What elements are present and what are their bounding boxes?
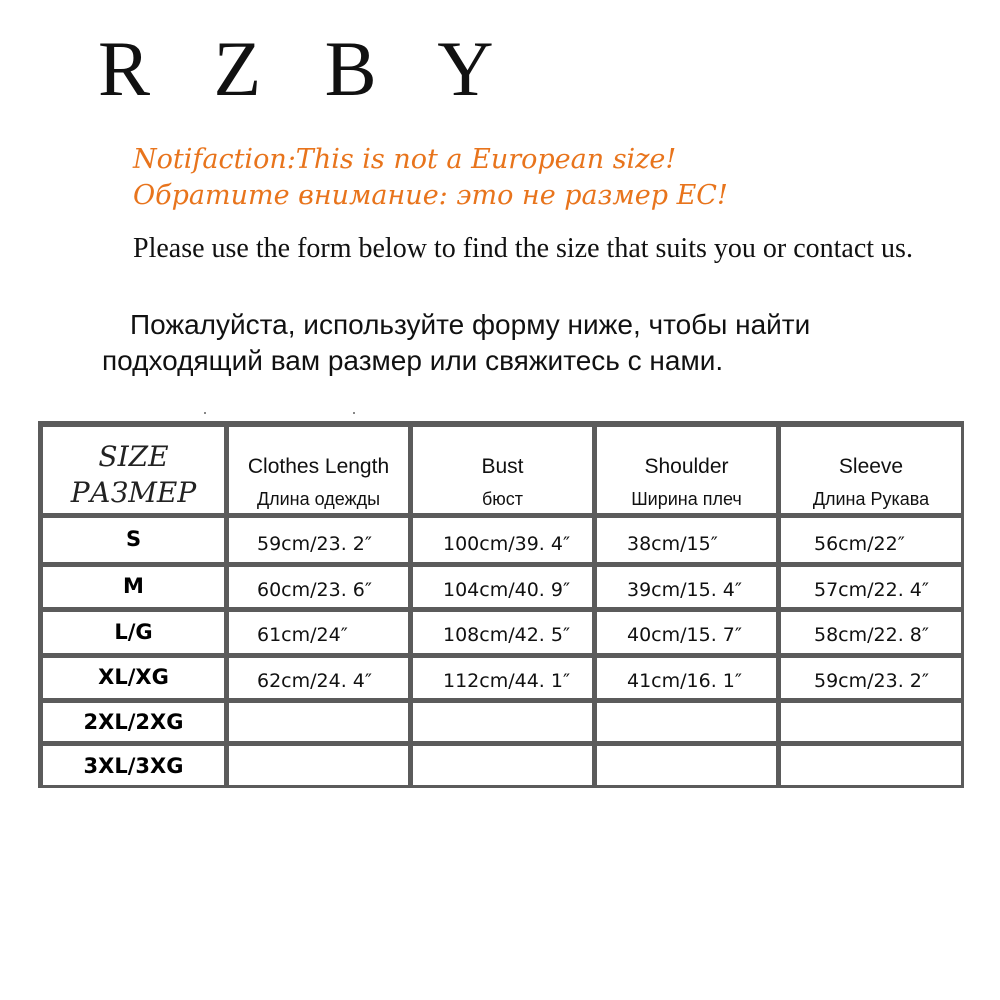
table-cell	[229, 612, 408, 653]
table-cell	[413, 703, 592, 741]
brand-logo: R Z B Y	[98, 25, 516, 112]
instructions-en: Please use the form below to find the size that suits you or contact us.	[133, 233, 913, 264]
column-header-label-ru: Ширина плеч	[631, 489, 742, 509]
table-cell	[781, 746, 961, 785]
table-cell	[781, 518, 961, 562]
column-header-label: Shoulder	[644, 455, 729, 478]
size-name: M	[123, 574, 144, 598]
table-cell	[597, 703, 776, 741]
size-cell	[43, 746, 224, 785]
table-cell	[413, 567, 592, 607]
size-cell	[43, 518, 224, 562]
table-cell	[413, 612, 592, 653]
table-cell	[781, 567, 961, 607]
table-cell	[229, 567, 408, 607]
size-cell	[43, 658, 224, 698]
cell-value: 58cm/22. 8″	[814, 624, 929, 646]
table-cell	[229, 746, 408, 785]
size-cell	[43, 703, 224, 741]
size-name: 3XL/3XG	[83, 754, 184, 778]
cell-value: 112cm/44. 1″	[443, 670, 571, 692]
scan-mark	[353, 412, 355, 414]
cell-value: 61cm/24″	[257, 624, 348, 646]
column-header-label: Clothes Length	[247, 455, 390, 478]
size-header-en: SIZE	[98, 440, 169, 473]
cell-value: 59cm/23. 2″	[257, 533, 372, 555]
table-cell	[781, 658, 961, 698]
size-name: L/G	[114, 620, 153, 644]
notice-ru: Обратите внимание: это не размер ЕС!	[133, 180, 728, 211]
table-cell	[229, 518, 408, 562]
table-cell	[781, 612, 961, 653]
size-cell	[43, 567, 224, 607]
cell-value: 41cm/16. 1″	[627, 670, 742, 692]
column-header-label-ru: Длина одежды	[256, 489, 381, 509]
size-cell	[43, 612, 224, 653]
cell-value: 38cm/15″	[627, 533, 718, 555]
size-name: S	[125, 527, 142, 551]
cell-value: 40cm/15. 7″	[627, 624, 742, 646]
table-cell	[781, 703, 961, 741]
size-header-ru: РАЗМЕР	[70, 476, 197, 509]
cell-value: 104cm/40. 9″	[443, 579, 571, 601]
table-cell	[597, 612, 776, 653]
column-header-length	[229, 427, 408, 513]
instructions-ru: Пожалуйста, используйте форму ниже, чтобы найти подходящий вам размер или свяжитесь с нами.	[102, 309, 811, 376]
size-table	[38, 421, 964, 788]
column-header-label: Bust	[481, 455, 524, 478]
column-header-label-ru: бюст	[481, 489, 524, 509]
table-cell	[597, 518, 776, 562]
cell-value: 100cm/39. 4″	[443, 533, 571, 555]
column-header-shoulder	[597, 427, 776, 513]
table-cell	[597, 567, 776, 607]
size-name: 2XL/2XG	[83, 710, 184, 734]
cell-value: 59cm/23. 2″	[814, 670, 929, 692]
size-header-cell	[43, 427, 224, 513]
cell-value: 108cm/42. 5″	[443, 624, 571, 646]
column-header-label-ru: Длина Рукава	[812, 489, 930, 509]
table-cell	[229, 703, 408, 741]
cell-value: 62cm/24. 4″	[257, 670, 372, 692]
column-header-bust	[413, 427, 592, 513]
column-header-label: Sleeve	[838, 455, 904, 478]
cell-value: 57cm/22. 4″	[814, 579, 929, 601]
size-name: XL/XG	[98, 665, 169, 689]
column-header-sleeve	[781, 427, 961, 513]
cell-value: 56cm/22″	[814, 533, 905, 555]
table-cell	[413, 746, 592, 785]
table-cell	[597, 658, 776, 698]
table-cell	[413, 518, 592, 562]
table-cell	[229, 658, 408, 698]
cell-value: 60cm/23. 6″	[257, 579, 372, 601]
cell-value: 39cm/15. 4″	[627, 579, 742, 601]
scan-mark	[204, 412, 206, 414]
notice-en: Notifaction:This is not a European size!	[133, 144, 677, 175]
table-cell	[413, 658, 592, 698]
table-cell	[597, 746, 776, 785]
